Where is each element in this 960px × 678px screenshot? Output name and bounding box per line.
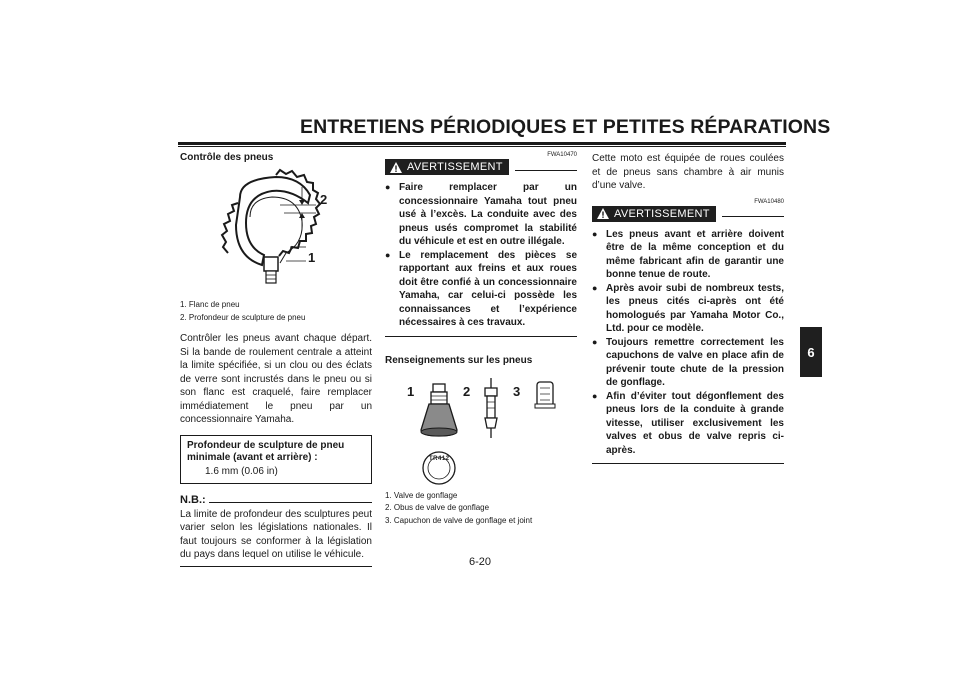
warning-item: ● Afin d’éviter tout dégonflement des pneus lors de la conduite à grande vitesse, utiliser exclusivement les valves et obus de valve repris ci-après. [592, 390, 784, 456]
warning-header [592, 206, 784, 222]
warning-rule [722, 216, 784, 217]
warning-end-rule [592, 463, 784, 464]
warning-item: ● Toujours remettre correctement les capuchons de valve en place afin de prévenir toute chute de la pression de gonflage. [592, 336, 784, 388]
bullet-icon: ● [592, 282, 598, 293]
warning-item: ● Après avoir subi de nombreux tests, les pneus cités ci-après ont été homologués par Yamaha Motor Co., Ltd. pour ce modèle. [592, 282, 784, 334]
page-number: 6-20 [468, 556, 492, 568]
note-text: La limite de profondeur des sculptures peut varier selon les législations nationales. Il faut toujours se conformer à la législation du pays dans lequel on utilise le véhicule. [180, 508, 372, 560]
bullet-icon: ● [385, 182, 391, 192]
warning-label: AVERTISSEMENT [407, 161, 503, 173]
note-header [180, 494, 372, 506]
warning-code: FWA10480 [754, 198, 784, 205]
warning-triangle-icon [596, 207, 610, 220]
tire-check-paragraph: Contrôler les pneus avant chaque départ. Si la bande de roulement centrale a atteint la limite spécifiée, si un clou ou des éclats de verre sont incrustés dans le pneu ou si son flanc est craquelé, faire remplacer immédiatement le pneu par un concessionnaire Yamaha. [180, 333, 372, 425]
bullet-icon: ● [385, 249, 391, 260]
callout-3: 3 [513, 383, 521, 399]
warning-rule [515, 170, 577, 171]
warning-end-rule [385, 336, 577, 337]
tire-figure [180, 167, 372, 299]
caption-2: 2. Obus de valve de gonflage [385, 503, 490, 512]
caption-1: 1. Flanc de pneu [180, 300, 240, 309]
spec-value: 1.6 mm (0.06 in) [205, 465, 278, 477]
bullet-icon: ● [592, 336, 598, 347]
note-rule [209, 502, 372, 503]
spec-label: Profondeur de sculpture de pneu minimale (avant et arrière) : [187, 439, 345, 463]
warning-code: FWA10470 [547, 152, 577, 158]
tire-cross-section-illustration [180, 167, 372, 299]
caption-2: 2. Profondeur de sculpture de pneu [180, 312, 306, 322]
callout-1: 1 [308, 250, 316, 265]
title-rule [178, 142, 786, 145]
warning-item: ● Faire remplacer par un concessionnaire Yamaha tout pneu usé à l’excès. La conduite avec des pneus usés compromet la stabilité du véhicule et est en outre illégale. [385, 182, 577, 247]
wheels-paragraph: Cette moto est équipée de roues coulées et de pneus sans chambre à air munis d’une valve. [592, 153, 784, 191]
tire-check-heading: Contrôle des pneus [180, 152, 274, 163]
warning-label: AVERTISSEMENT [614, 207, 710, 220]
callout-2: 2 [463, 383, 471, 399]
right-column [592, 152, 784, 464]
valve-cap-marking: TR412 [429, 455, 450, 462]
middle-column [385, 152, 577, 527]
title-rule-thin [178, 146, 786, 147]
warning-list [592, 228, 784, 458]
caption-1: 1. Valve de gonflage [385, 490, 458, 500]
warning-item: ● Le remplacement des pièces se rapportant aux freins et aux roues doit être confié à un concessionnaire Yamaha, car celui-ci possède les connaissances et l’expérience nécessaires à ces travaux. [385, 249, 577, 328]
warning-list [385, 181, 577, 330]
warning-badge [592, 206, 716, 222]
note-label: N.B.: [180, 493, 206, 506]
tire-info-heading: Renseignements sur les pneus [385, 354, 533, 366]
warning-item: ● Les pneus avant et arrière doivent être de la même conception et du même fabricant afin de garantir une bonne tenue de route. [592, 228, 784, 280]
min-tread-depth-spec [180, 435, 372, 484]
bullet-icon: ● [592, 228, 598, 239]
callout-1: 1 [407, 383, 415, 399]
valve-figure [385, 370, 577, 490]
page-title: ENTRETIENS PÉRIODIQUES ET PETITES RÉPARATIONS [300, 116, 831, 138]
warning-header [385, 159, 577, 175]
left-column [180, 152, 372, 567]
bullet-icon: ● [592, 390, 598, 401]
callout-2: 2 [320, 192, 328, 207]
warning-triangle-icon [389, 161, 403, 174]
caption-3: 3. Capuchon de valve de gonflage et joint [385, 515, 533, 525]
chapter-tab[interactable]: 6 [800, 327, 822, 377]
warning-badge [385, 159, 509, 175]
